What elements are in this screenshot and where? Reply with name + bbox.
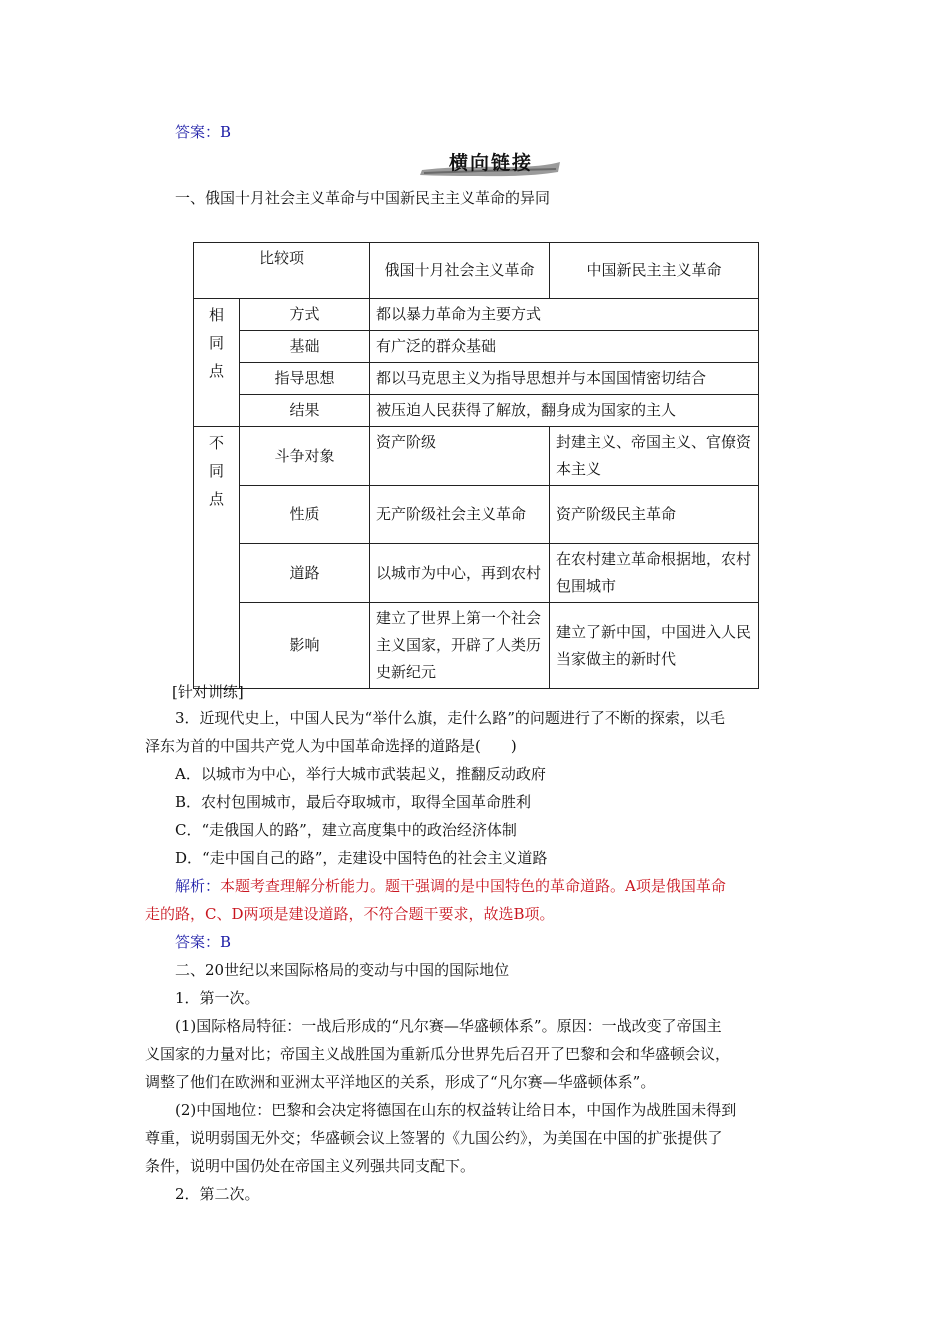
header-china: 中国新民主主义革命: [550, 243, 759, 299]
section1-title: 一、俄国十月社会主义革命与中国新民主主义革命的异同: [175, 189, 551, 207]
item-cell: 道路: [240, 544, 370, 603]
table-row: [194, 395, 759, 427]
answer-label: 答案：: [175, 123, 221, 141]
item-cell: 影响: [240, 603, 370, 689]
section-banner: [418, 148, 564, 178]
russia-cell: 建立了世界上第一个社会主义国家，开辟了人类历史新纪元: [370, 603, 550, 689]
second-time-heading: 2．第二次。: [175, 1185, 260, 1203]
para2-line1: (2)中国地位：巴黎和会决定将德国在山东的权益转让给日本，中国作为战胜国未得到: [175, 1101, 737, 1119]
analysis-line2: 走的路，C、D两项是建设道路，不符合题干要求，故选B项。: [145, 905, 555, 923]
section2-title: 二、20世纪以来国际格局的变动与中国的国际地位: [175, 961, 510, 979]
table-row: [194, 363, 759, 395]
analysis-label: 解析：: [175, 877, 221, 895]
option-b: B．农村包围城市，最后夺取城市，取得全国革命胜利: [175, 793, 532, 811]
item-cell: 结果: [240, 395, 370, 427]
diff-label-char: 点: [208, 490, 224, 508]
table-row: [194, 603, 759, 689]
option-d: D．“走中国自己的路”，走建设中国特色的社会主义道路: [175, 849, 548, 867]
item-cell: 指导思想: [240, 363, 370, 395]
comparison-table: [193, 242, 759, 689]
same-text-cell: 都以暴力革命为主要方式: [370, 299, 759, 331]
para1-line3: 调整了他们在欧洲和亚洲太平洋地区的关系，形成了“凡尔赛—华盛顿体系”。: [145, 1073, 656, 1091]
diff-label-char: 不: [208, 434, 224, 452]
same-label-char: 同: [208, 334, 224, 352]
same-text-cell: 被压迫人民获得了解放，翻身成为国家的主人: [370, 395, 759, 427]
russia-cell: 无产阶级社会主义革命: [370, 486, 550, 544]
china-cell: 在农村建立革命根据地，农村包围城市: [550, 544, 759, 603]
table-header-row: [194, 243, 759, 299]
answer-value: B: [220, 123, 232, 141]
same-label-char: 相: [208, 306, 224, 324]
option-a: A．以城市为中心，举行大城市武装起义，推翻反动政府: [175, 765, 546, 783]
same-label-cell: [194, 299, 240, 427]
russia-cell: 资产阶级: [370, 427, 550, 486]
china-cell: 建立了新中国，中国进入人民当家做主的新时代: [550, 603, 759, 689]
para2-line3: 条件，说明中国仍处在帝国主义列强共同支配下。: [145, 1157, 476, 1175]
table-row: [194, 427, 759, 486]
para2-line2: 尊重，说明弱国无外交；华盛顿会议上签署的《九国公约》，为美国在中国的扩张提供了: [145, 1129, 723, 1147]
analysis-line1: [175, 872, 840, 900]
table-row: [194, 486, 759, 544]
item-cell: 性质: [240, 486, 370, 544]
same-label-char: 点: [208, 362, 224, 380]
diff-label-cell: [194, 427, 240, 689]
answer-line-1: [175, 118, 840, 146]
answer-value: B: [220, 933, 232, 951]
first-time-heading: 1．第一次。: [175, 989, 260, 1007]
training-label: [针对训练]: [172, 683, 244, 701]
item-cell: 方式: [240, 299, 370, 331]
table-row: [194, 331, 759, 363]
china-cell: 资产阶级民主革命: [550, 486, 759, 544]
para1-line2: 义国家的力量对比；帝国主义战胜国为重新瓜分世界先后召开了巴黎和会和华盛顿会议，: [145, 1045, 731, 1063]
china-cell: 封建主义、帝国主义、官僚资本主义: [550, 427, 759, 486]
option-c: C．“走俄国人的路”，建立高度集中的政治经济体制: [175, 821, 517, 839]
analysis-text-1: 本题考查理解分析能力。题干强调的是中国特色的革命道路。A项是俄国革命: [220, 877, 726, 895]
header-russia: 俄国十月社会主义革命: [370, 243, 550, 299]
para1-line1: (1)国际格局特征：一战后形成的“凡尔赛—华盛顿体系”。原因：一战改变了帝国主: [175, 1017, 722, 1035]
diff-label-char: 同: [208, 462, 224, 480]
header-compare: 比较项: [194, 243, 370, 299]
same-text-cell: 有广泛的群众基础: [370, 331, 759, 363]
answer-label: 答案：: [175, 933, 221, 951]
question3-stem-line1: 3．近现代史上，中国人民为“举什么旗，走什么路”的问题进行了不断的探索，以毛: [175, 709, 725, 727]
table-row: [194, 544, 759, 603]
item-cell: 基础: [240, 331, 370, 363]
question3-stem-line2: 泽东为首的中国共产党人为中国革命选择的道路是( ): [145, 737, 517, 755]
table-row: [194, 299, 759, 331]
item-cell: 斗争对象: [240, 427, 370, 486]
same-text-cell: 都以马克思主义为指导思想并与本国国情密切结合: [370, 363, 759, 395]
banner-title: 横向链接: [448, 152, 533, 174]
answer-line-2: [175, 928, 840, 956]
russia-cell: 以城市为中心，再到农村: [370, 544, 550, 603]
